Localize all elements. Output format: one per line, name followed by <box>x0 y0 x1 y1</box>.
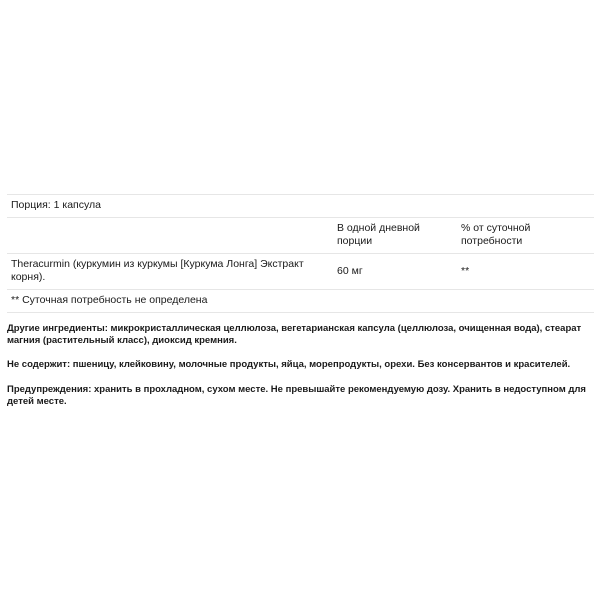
footnote-row <box>7 289 594 313</box>
header-amount: В одной дневной порции <box>337 222 420 247</box>
daily-value-footnote: ** Суточная потребность не определена <box>11 294 208 306</box>
serving-size: Порция: 1 капсула <box>11 199 101 211</box>
serving-size-row <box>7 194 594 217</box>
ingredient-amount: 60 мг <box>337 265 363 277</box>
supplement-facts-table <box>7 194 594 313</box>
ingredient-daily-value: ** <box>461 265 470 277</box>
ingredient-name: Theracurmin (куркумин из куркумы [Куркума Лонга] Экстракт корня). <box>11 258 304 283</box>
does-not-contain: Не содержит: пшеницу, клейковину, молочные продукты, яйца, морепродукты, орехи. Без консервантов и красителей. <box>7 359 571 370</box>
table-header-row <box>7 217 594 253</box>
table-row <box>7 253 594 289</box>
warnings: Предупреждения: хранить в прохладном, сухом месте. Не превышайте рекомендуемую дозу. Хранить в недоступном для детей месте. <box>7 384 586 407</box>
header-spacer <box>7 218 333 253</box>
other-ingredients: Другие ингредиенты: микрокристаллическая целлюлоза, вегетарианская капсула (целлюлоза, очищенная вода), стеарат магния (растительный класс), диоксид кремния. <box>7 323 582 346</box>
header-daily-value: % от суточной потребности <box>461 222 531 247</box>
